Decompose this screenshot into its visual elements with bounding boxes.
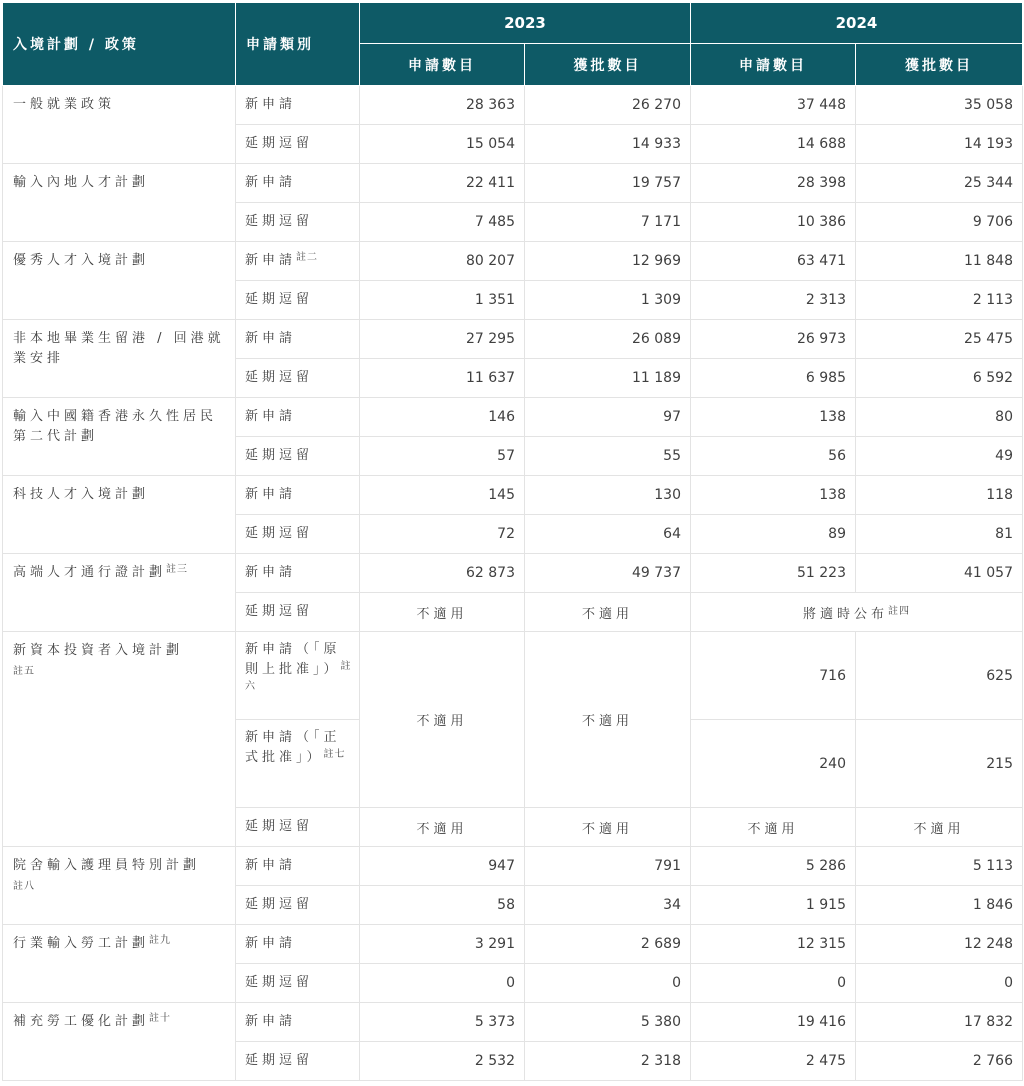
cell-value: 1 309	[525, 281, 691, 320]
cell-value: 35 058	[856, 86, 1023, 125]
cell-value: 14 933	[525, 125, 691, 164]
programme-name	[3, 554, 236, 632]
cell-value: 7 171	[525, 203, 691, 242]
category-new: 新申請	[236, 847, 360, 886]
footnote-mark: 註五	[13, 666, 35, 677]
cell-value: 9 706	[856, 203, 1023, 242]
category-new	[236, 242, 360, 281]
cell-value: 64	[525, 515, 691, 554]
cell-value: 11 848	[856, 242, 1023, 281]
cell-value: 11 189	[525, 359, 691, 398]
cell-value: 2 766	[856, 1042, 1023, 1081]
header-programme: 入境計劃 / 政策	[3, 3, 236, 86]
cell-not-applicable: 不適用	[525, 808, 691, 847]
table-row	[3, 476, 1023, 515]
category-extension: 延期逗留	[236, 886, 360, 925]
cell-value: 6 592	[856, 359, 1023, 398]
cell-value: 5 380	[525, 1003, 691, 1042]
category-extension: 延期逗留	[236, 359, 360, 398]
cell-value: 19 416	[691, 1003, 856, 1042]
table-row	[3, 164, 1023, 203]
cell-value: 28 398	[691, 164, 856, 203]
cell-value: 26 973	[691, 320, 856, 359]
footnote-mark: 註二	[296, 252, 319, 263]
cell-not-applicable: 不適用	[856, 808, 1023, 847]
category-new: 新申請	[236, 86, 360, 125]
category-new: 新申請	[236, 554, 360, 593]
table-row	[3, 925, 1023, 964]
programme-name	[3, 1003, 236, 1081]
cell-value: 1 351	[360, 281, 525, 320]
category-extension: 延期逗留	[236, 1042, 360, 1081]
programme-label: 高端人才通行證計劃	[13, 565, 167, 580]
cell-value: 25 344	[856, 164, 1023, 203]
cell-value: 7 485	[360, 203, 525, 242]
cell-value: 6 985	[691, 359, 856, 398]
cell-value: 51 223	[691, 554, 856, 593]
category-new: 新申請	[236, 164, 360, 203]
cell-value: 49	[856, 437, 1023, 476]
cell-value: 63 471	[691, 242, 856, 281]
table-row	[3, 398, 1023, 437]
cell-value: 138	[691, 476, 856, 515]
footnote-mark: 註十	[149, 1013, 172, 1024]
cell-value: 0	[360, 964, 525, 1003]
programme-label: 行業輸入勞工計劃	[13, 936, 150, 951]
cell-not-applicable: 不適用	[691, 808, 856, 847]
category-extension: 延期逗留	[236, 203, 360, 242]
cell-value: 947	[360, 847, 525, 886]
cell-value: 716	[691, 632, 856, 720]
table-row	[3, 632, 1023, 720]
cell-value: 12 248	[856, 925, 1023, 964]
footnote-mark: 註七	[323, 749, 346, 760]
programme-name	[3, 925, 236, 1003]
programme-name: 非本地畢業生留港 / 回港就業安排	[3, 320, 236, 398]
programme-name: 一般就業政策	[3, 86, 236, 164]
cell-value: 26 270	[525, 86, 691, 125]
category-label: 新申請	[245, 253, 297, 268]
cell-value: 41 057	[856, 554, 1023, 593]
table-row	[3, 320, 1023, 359]
programme-name	[3, 632, 236, 847]
cell-value: 14 193	[856, 125, 1023, 164]
cell-value: 2 532	[360, 1042, 525, 1081]
category-extension: 延期逗留	[236, 515, 360, 554]
header-applications-2024: 申請數目	[691, 44, 856, 86]
category-extension: 延期逗留	[236, 964, 360, 1003]
cell-not-applicable: 不適用	[360, 632, 525, 808]
cell-value: 5 286	[691, 847, 856, 886]
cell-value: 55	[525, 437, 691, 476]
announce-label: 將適時公布	[802, 606, 888, 622]
cell-value: 5 113	[856, 847, 1023, 886]
cell-value: 145	[360, 476, 525, 515]
header-year-2024: 2024	[691, 3, 1023, 44]
category-extension: 延期逗留	[236, 593, 360, 632]
table-row	[3, 1003, 1023, 1042]
cell-value: 215	[856, 720, 1023, 808]
cell-value: 22 411	[360, 164, 525, 203]
category-label: 新申請（「原則上批准」）	[245, 642, 341, 677]
cell-value: 57	[360, 437, 525, 476]
category-new-in-principle	[236, 632, 360, 720]
cell-value: 0	[691, 964, 856, 1003]
cell-value: 19 757	[525, 164, 691, 203]
cell-value: 81	[856, 515, 1023, 554]
cell-value: 146	[360, 398, 525, 437]
table-header	[3, 3, 1023, 86]
footnote-mark: 註四	[888, 605, 910, 617]
category-extension: 延期逗留	[236, 281, 360, 320]
category-new: 新申請	[236, 1003, 360, 1042]
cell-value: 14 688	[691, 125, 856, 164]
cell-value: 49 737	[525, 554, 691, 593]
cell-value: 0	[856, 964, 1023, 1003]
programme-name: 輸入中國籍香港永久性居民第二代計劃	[3, 398, 236, 476]
cell-to-be-announced	[691, 593, 1023, 632]
cell-value: 11 637	[360, 359, 525, 398]
cell-value: 2 475	[691, 1042, 856, 1081]
cell-value: 138	[691, 398, 856, 437]
cell-value: 28 363	[360, 86, 525, 125]
cell-value: 80	[856, 398, 1023, 437]
cell-value: 118	[856, 476, 1023, 515]
cell-value: 2 689	[525, 925, 691, 964]
category-new: 新申請	[236, 476, 360, 515]
table-body	[3, 86, 1023, 1081]
programme-name	[3, 847, 236, 925]
cell-value: 791	[525, 847, 691, 886]
category-extension: 延期逗留	[236, 808, 360, 847]
cell-value: 3 291	[360, 925, 525, 964]
cell-value: 0	[525, 964, 691, 1003]
category-extension: 延期逗留	[236, 437, 360, 476]
cell-value: 89	[691, 515, 856, 554]
table-row	[3, 242, 1023, 281]
cell-value: 72	[360, 515, 525, 554]
cell-value: 1 915	[691, 886, 856, 925]
category-extension: 延期逗留	[236, 125, 360, 164]
programme-label: 新資本投資者入境計劃	[13, 643, 184, 658]
cell-value: 625	[856, 632, 1023, 720]
cell-value: 97	[525, 398, 691, 437]
cell-value: 15 054	[360, 125, 525, 164]
programme-label: 院舍輸入護理員特別計劃	[13, 858, 201, 873]
programme-name: 輸入內地人才計劃	[3, 164, 236, 242]
category-new: 新申請	[236, 320, 360, 359]
cell-not-applicable: 不適用	[525, 632, 691, 808]
header-category: 申請類別	[236, 3, 360, 86]
cell-value: 26 089	[525, 320, 691, 359]
cell-value: 17 832	[856, 1003, 1023, 1042]
cell-value: 1 846	[856, 886, 1023, 925]
table-row	[3, 554, 1023, 593]
cell-not-applicable: 不適用	[360, 808, 525, 847]
cell-value: 58	[360, 886, 525, 925]
cell-value: 5 373	[360, 1003, 525, 1042]
cell-value: 27 295	[360, 320, 525, 359]
cell-value: 80 207	[360, 242, 525, 281]
cell-not-applicable: 不適用	[525, 593, 691, 632]
cell-not-applicable: 不適用	[360, 593, 525, 632]
cell-value: 12 969	[525, 242, 691, 281]
header-approved-2023: 獲批數目	[525, 44, 691, 86]
cell-value: 10 386	[691, 203, 856, 242]
cell-value: 12 315	[691, 925, 856, 964]
cell-value: 62 873	[360, 554, 525, 593]
programme-label: 補充勞工優化計劃	[13, 1014, 150, 1029]
cell-value: 2 113	[856, 281, 1023, 320]
category-new: 新申請	[236, 925, 360, 964]
cell-value: 37 448	[691, 86, 856, 125]
immigration-statistics-table	[2, 2, 1023, 1081]
cell-value: 56	[691, 437, 856, 476]
header-applications-2023: 申請數目	[360, 44, 525, 86]
footnote-mark: 註三	[166, 564, 189, 575]
footnote-mark: 註八	[13, 881, 35, 892]
header-approved-2024: 獲批數目	[856, 44, 1023, 86]
category-new-formal	[236, 720, 360, 808]
cell-value: 34	[525, 886, 691, 925]
cell-value: 130	[525, 476, 691, 515]
table-row	[3, 847, 1023, 886]
cell-value: 240	[691, 720, 856, 808]
category-label: 新申請（「正式批准」）	[245, 730, 341, 765]
programme-name: 科技人才入境計劃	[3, 476, 236, 554]
cell-value: 2 313	[691, 281, 856, 320]
programme-name: 優秀人才入境計劃	[3, 242, 236, 320]
footnote-mark: 註六	[245, 661, 352, 692]
header-year-2023: 2023	[360, 3, 691, 44]
footnote-mark: 註九	[149, 935, 172, 946]
category-new: 新申請	[236, 398, 360, 437]
cell-value: 2 318	[525, 1042, 691, 1081]
table-row	[3, 86, 1023, 125]
cell-value: 25 475	[856, 320, 1023, 359]
